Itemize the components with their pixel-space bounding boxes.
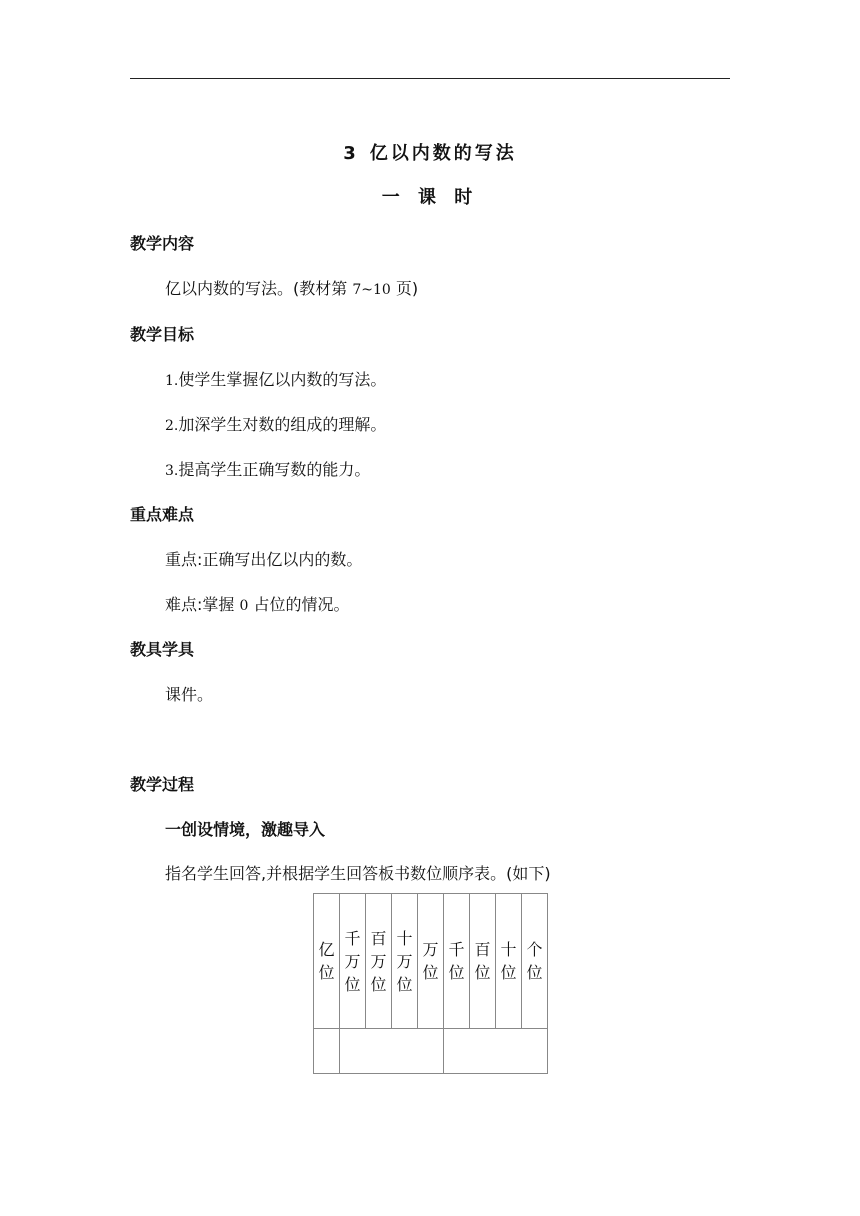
table-row xyxy=(314,894,548,1029)
content-text: 亿以内数的写法。(教材第 7~10 页) xyxy=(165,279,419,298)
step1-text: 指名学生回答,并根据学生回答板书数位顺序表。(如下) xyxy=(165,864,551,883)
table-header-cell: 万位 xyxy=(418,894,444,1029)
tools-heading: 教具学具 xyxy=(130,640,195,659)
table-header-cell: 十万位 xyxy=(392,894,418,1029)
table-header-cell: 千位 xyxy=(444,894,470,1029)
table-header-cell: 千万位 xyxy=(340,894,366,1029)
step1-heading: 一创设情境，激趣导入 xyxy=(165,820,326,839)
lesson-title-text: 亿以内数的写法 xyxy=(369,143,517,164)
goal-item: 2.加深学生对数的组成的理解。 xyxy=(165,415,387,434)
place-value-table xyxy=(313,893,548,1074)
content-heading: 教学内容 xyxy=(130,234,195,253)
table-header-cell: 百万位 xyxy=(366,894,392,1029)
difficult-point-text: 难点:掌握 0 占位的情况。 xyxy=(165,595,350,614)
table-header-cell: 十位 xyxy=(496,894,522,1029)
table-cell xyxy=(314,1029,340,1074)
table-header-cell: 个位 xyxy=(522,894,548,1029)
goal-item: 1.使学生掌握亿以内数的写法。 xyxy=(165,370,387,389)
lesson-subtitle: 一 课 时 xyxy=(381,187,479,208)
table-cell xyxy=(340,1029,444,1074)
table-header-cell: 亿位 xyxy=(314,894,340,1029)
process-heading: 教学过程 xyxy=(130,775,195,794)
tools-text: 课件。 xyxy=(165,685,214,704)
lesson-number: 3 xyxy=(343,143,356,164)
goal-item: 3.提高学生正确写数的能力。 xyxy=(165,460,371,479)
table-header-cell: 百位 xyxy=(470,894,496,1029)
table-row xyxy=(314,1029,548,1074)
lesson-title xyxy=(0,139,860,165)
goals-heading: 教学目标 xyxy=(130,325,195,344)
key-points-heading: 重点难点 xyxy=(130,505,195,524)
table-cell xyxy=(444,1029,548,1074)
key-point-text: 重点:正确写出亿以内的数。 xyxy=(165,550,363,569)
header-rule xyxy=(130,78,730,79)
